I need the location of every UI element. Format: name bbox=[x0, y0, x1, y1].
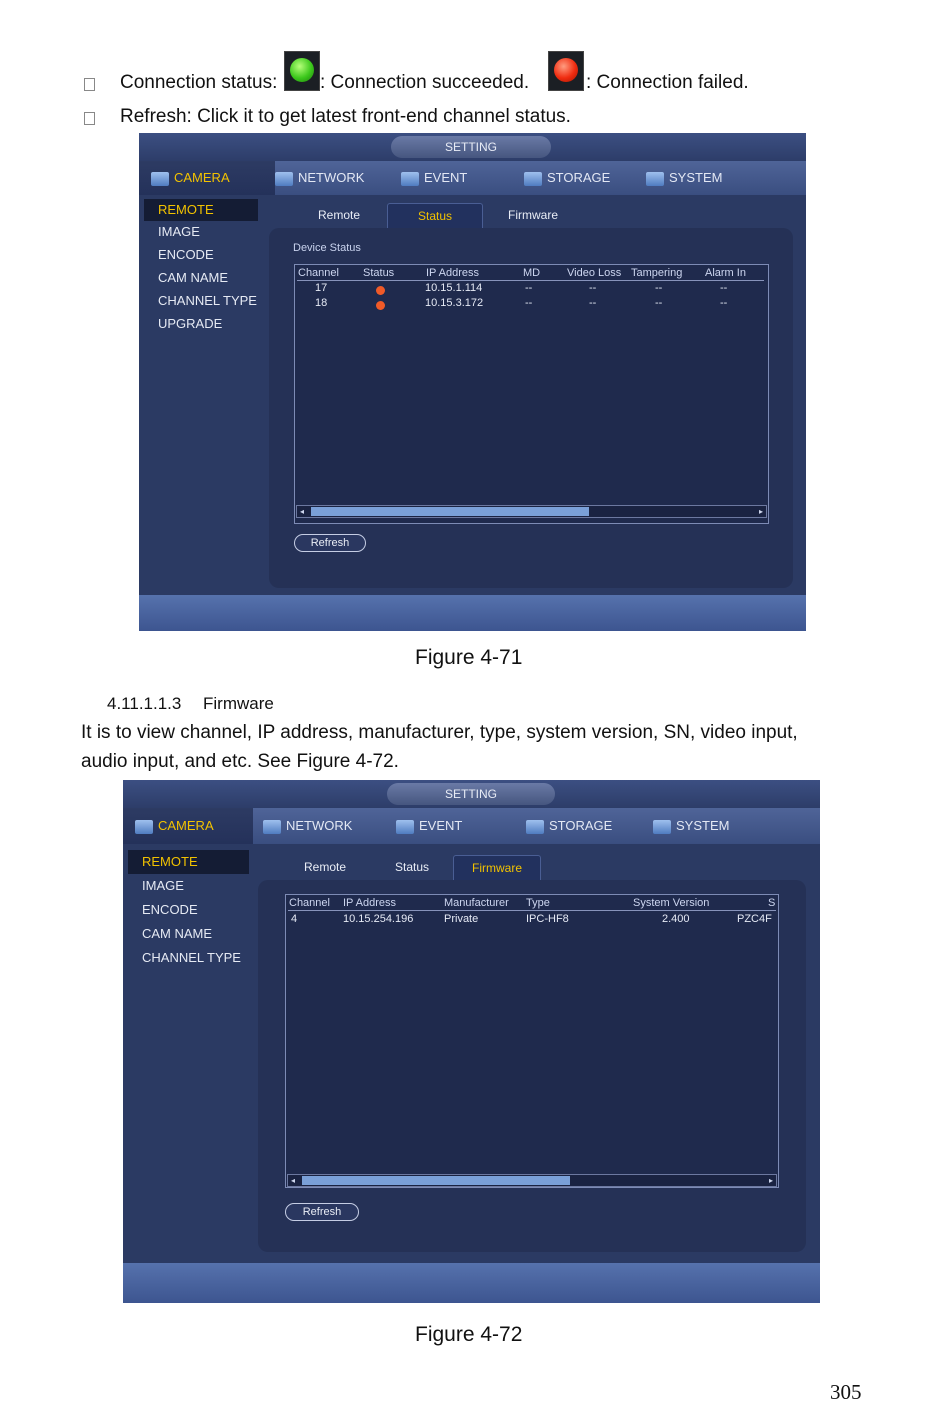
sidebar-item-encode[interactable]: ENCODE bbox=[142, 902, 198, 917]
menu-label: CAMERA bbox=[174, 170, 230, 185]
cell-alarm-in: -- bbox=[720, 297, 728, 309]
bullet-marker bbox=[84, 78, 95, 91]
page-number: 305 bbox=[830, 1380, 862, 1404]
system-icon bbox=[646, 172, 664, 186]
cell-video-loss: -- bbox=[589, 297, 597, 309]
cell-alarm-in: -- bbox=[720, 282, 728, 294]
green-status-icon bbox=[284, 51, 320, 91]
tab-remote[interactable]: Remote bbox=[303, 860, 347, 874]
scroll-left-icon[interactable]: ◂ bbox=[299, 507, 304, 516]
tab-firmware[interactable]: Firmware bbox=[508, 208, 558, 222]
cell-sn: PZC4F bbox=[737, 913, 772, 925]
menu-network[interactable] bbox=[275, 161, 385, 195]
tab-status[interactable]: Status bbox=[387, 203, 483, 228]
menu-storage[interactable] bbox=[526, 808, 636, 844]
tab-remote[interactable]: Remote bbox=[317, 208, 361, 222]
horizontal-scrollbar[interactable] bbox=[287, 1174, 777, 1187]
column-header: Channel bbox=[289, 897, 330, 909]
body-text-line: It is to view channel, IP address, manufacturer, type, system version, SN, video input, bbox=[81, 722, 798, 743]
event-icon bbox=[401, 172, 419, 186]
connection-succeeded-text: : Connection succeeded. bbox=[320, 72, 530, 93]
setting-title: SETTING bbox=[391, 136, 551, 158]
scrollbar-thumb[interactable] bbox=[302, 1176, 570, 1185]
bottom-bar bbox=[123, 1263, 820, 1303]
sidebar-item-encode[interactable]: ENCODE bbox=[158, 247, 214, 262]
cell-md: -- bbox=[525, 297, 533, 309]
setting-title: SETTING bbox=[387, 783, 555, 805]
sidebar-item-channel-type[interactable]: CHANNEL TYPE bbox=[158, 293, 257, 308]
header-divider bbox=[297, 280, 764, 281]
connection-status-label: Connection status: bbox=[120, 72, 278, 93]
main-menu bbox=[139, 161, 806, 195]
cell-video-loss: -- bbox=[589, 282, 597, 294]
menu-label: SYSTEM bbox=[676, 818, 730, 833]
firmware-panel bbox=[258, 880, 806, 1252]
column-header: System Version bbox=[633, 897, 710, 909]
menu-camera[interactable] bbox=[123, 808, 253, 844]
refresh-button[interactable]: Refresh bbox=[294, 534, 366, 552]
menu-label: EVENT bbox=[424, 170, 468, 185]
sidebar-item-remote[interactable]: REMOTE bbox=[128, 850, 249, 874]
section-number: 4.11.1.1.3 bbox=[107, 694, 182, 713]
figure-4-72-screenshot bbox=[123, 780, 820, 1303]
refresh-button[interactable]: Refresh bbox=[285, 1203, 359, 1221]
cell-tampering: -- bbox=[655, 297, 663, 309]
column-header: S bbox=[768, 897, 776, 909]
sidebar-item-channel-type[interactable]: CHANNEL TYPE bbox=[142, 950, 241, 965]
scroll-left-icon[interactable]: ◂ bbox=[290, 1176, 295, 1185]
cell-md: -- bbox=[525, 282, 533, 294]
bottom-bar bbox=[139, 595, 806, 631]
cell-type: IPC-HF8 bbox=[526, 913, 569, 925]
refresh-description: Refresh: Click it to get latest front-end channel status. bbox=[120, 106, 571, 127]
storage-icon bbox=[526, 820, 544, 834]
figure-caption: Figure 4-71 bbox=[415, 646, 523, 669]
scroll-right-icon[interactable]: ▸ bbox=[768, 1176, 773, 1185]
horizontal-scrollbar[interactable] bbox=[296, 505, 767, 518]
cell-system-version: 2.400 bbox=[662, 913, 690, 925]
menu-label: NETWORK bbox=[286, 818, 353, 833]
sidebar-item-image[interactable]: IMAGE bbox=[142, 878, 184, 893]
column-header: Tampering bbox=[631, 267, 683, 279]
cell-ip: 10.15.3.172 bbox=[425, 297, 484, 309]
menu-label: SYSTEM bbox=[669, 170, 723, 185]
figure-4-71-screenshot bbox=[139, 133, 806, 631]
sidebar-item-remote[interactable]: REMOTE bbox=[144, 199, 258, 221]
tab-firmware[interactable]: Firmware bbox=[453, 855, 541, 880]
device-status-table bbox=[294, 264, 769, 524]
cell-channel: 4 bbox=[291, 913, 298, 925]
tab-status[interactable]: Status bbox=[394, 860, 430, 874]
menu-system[interactable] bbox=[653, 808, 763, 844]
red-status-icon bbox=[548, 51, 584, 91]
sidebar-item-image[interactable]: IMAGE bbox=[158, 224, 200, 239]
menu-network[interactable] bbox=[263, 808, 373, 844]
menu-system[interactable] bbox=[646, 161, 756, 195]
storage-icon bbox=[524, 172, 542, 186]
menu-label: NETWORK bbox=[298, 170, 365, 185]
event-icon bbox=[396, 820, 414, 834]
column-header: Status bbox=[363, 267, 395, 279]
column-header: MD bbox=[523, 267, 541, 279]
column-header: Alarm In bbox=[705, 267, 746, 279]
column-header: Channel bbox=[298, 267, 339, 279]
column-header: Video Loss bbox=[567, 267, 622, 279]
section-title: Firmware bbox=[203, 694, 274, 713]
menu-label: STORAGE bbox=[549, 818, 613, 833]
camera-icon bbox=[151, 172, 169, 186]
sidebar-item-cam-name[interactable]: CAM NAME bbox=[142, 926, 213, 941]
menu-camera[interactable] bbox=[139, 161, 275, 195]
firmware-table bbox=[285, 894, 779, 1188]
cell-ip: 10.15.254.196 bbox=[343, 913, 414, 925]
menu-event[interactable] bbox=[401, 161, 501, 195]
main-menu bbox=[123, 808, 820, 844]
network-icon bbox=[263, 820, 281, 834]
system-icon bbox=[653, 820, 671, 834]
panel-title: Device Status bbox=[293, 242, 361, 254]
network-icon bbox=[275, 172, 293, 186]
column-header: IP Address bbox=[343, 897, 396, 909]
menu-label: EVENT bbox=[419, 818, 463, 833]
connection-failed-text: : Connection failed. bbox=[586, 72, 749, 93]
camera-icon bbox=[135, 820, 153, 834]
cell-tampering: -- bbox=[655, 282, 663, 294]
cell-channel: 18 bbox=[315, 297, 328, 309]
status-dot-icon bbox=[376, 286, 385, 295]
header-divider bbox=[288, 910, 776, 911]
menu-label: CAMERA bbox=[158, 818, 214, 833]
column-header: Manufacturer bbox=[444, 897, 509, 909]
cell-channel: 17 bbox=[315, 282, 328, 294]
menu-event[interactable] bbox=[396, 808, 496, 844]
column-header: IP Address bbox=[426, 267, 479, 279]
cell-ip: 10.15.1.114 bbox=[425, 282, 483, 294]
status-dot-icon bbox=[376, 301, 385, 310]
cell-manufacturer: Private bbox=[444, 913, 479, 925]
bullet-marker bbox=[84, 112, 95, 125]
sidebar-item-cam-name[interactable]: CAM NAME bbox=[158, 270, 229, 285]
device-status-panel bbox=[269, 228, 793, 588]
menu-label: STORAGE bbox=[547, 170, 611, 185]
sidebar-item-upgrade[interactable]: UPGRADE bbox=[158, 316, 223, 331]
figure-caption: Figure 4-72 bbox=[415, 1323, 523, 1346]
body-text-line: audio input, and etc. See Figure 4-72. bbox=[81, 751, 399, 772]
scrollbar-thumb[interactable] bbox=[311, 507, 589, 516]
scroll-right-icon[interactable]: ▸ bbox=[758, 507, 763, 516]
menu-storage[interactable] bbox=[524, 161, 634, 195]
column-header: Type bbox=[526, 897, 550, 909]
